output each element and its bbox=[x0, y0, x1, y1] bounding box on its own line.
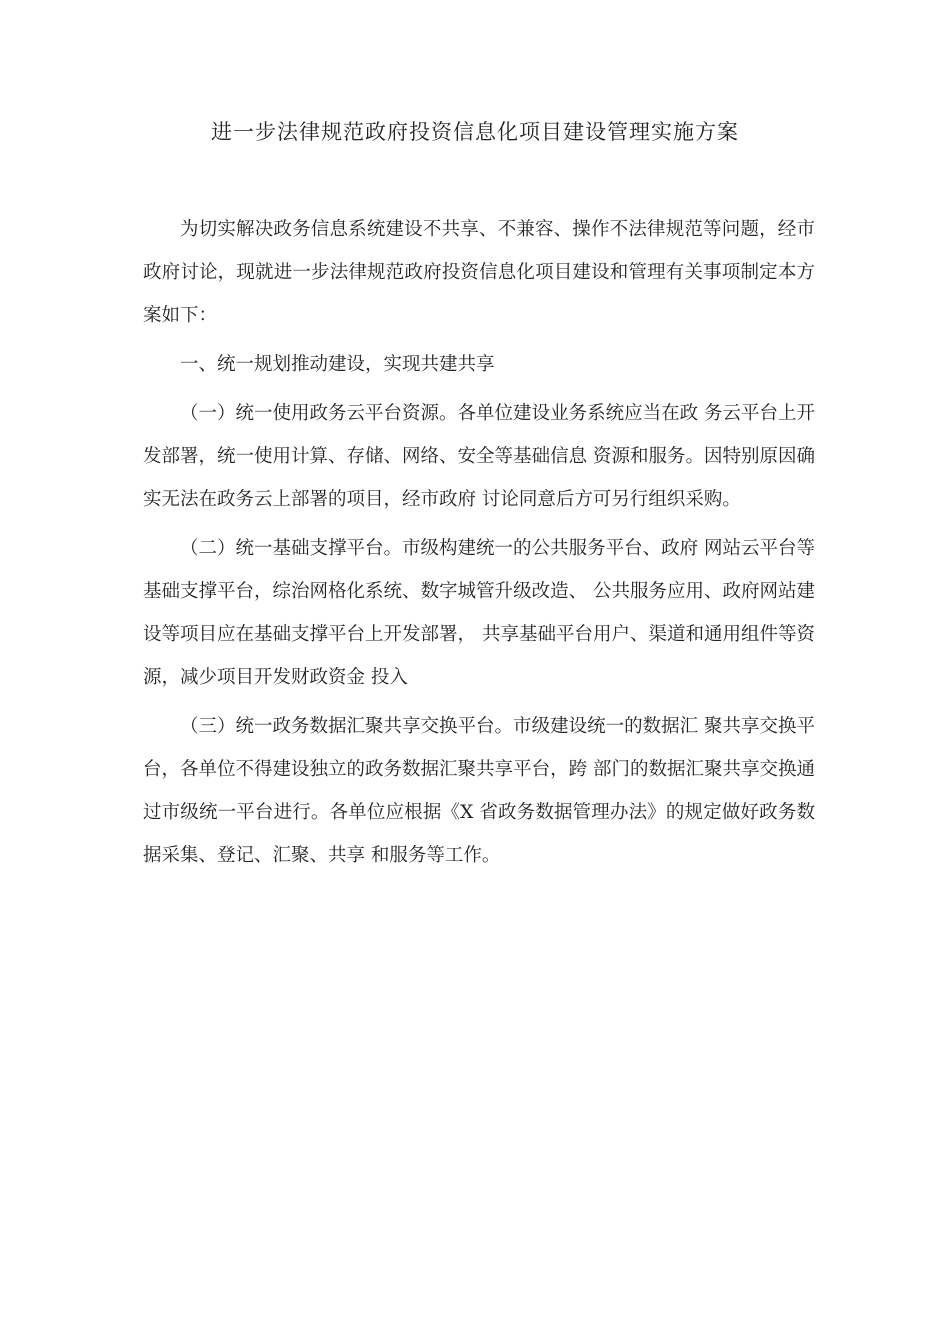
document-body bbox=[143, 208, 815, 877]
document-title: 进一步法律规范政府投资信息化项目建设管理实施方案 bbox=[211, 120, 739, 144]
section-heading-1: 一、统一规划推动建设，实现共建共享 bbox=[180, 354, 495, 375]
paragraph-intro: 为切实解决政务信息系统建设不共享、不兼容、操作不法律规范等问题，经市政府讨论，现就进一步法律规范政府投资信息化项目建设和管理有关事项制定本方案如下： bbox=[143, 219, 815, 326]
paragraph-item-2: （二）统一基础支撑平台。市级构建统一的公共服务平台、政府 网站云平台等基础支撑平台，综治网格化系统、数字城管升级改造、 公共服务应用、政府网站建设等项目应在基础支撑平台上开发部署， 共享基础平台用户、渠道和通用组件等资源，减少项目开发财政资金 投入 bbox=[143, 538, 815, 688]
paragraph-item-1: （一）统一使用政务云平台资源。各单位建设业务系统应当在政 务云平台上开发部署，统一使用计算、存储、网络、安全等基础信息 资源和服务。因特别原因确实无法在政务云上部署的项目，经市政府 讨论同意后方可另行组织采购。 bbox=[143, 403, 815, 510]
paragraph-item-3: （三）统一政务数据汇聚共享交换平台。市级建设统一的数据汇 聚共享交换平台，各单位不得建设独立的政务数据汇聚共享平台，跨 部门的数据汇聚共享交换通过市级统一平台进行。各单位应根据《X 省政务数据管理办法》的规定做好政务数据采集、登记、汇聚、共享 和服务等工作。 bbox=[143, 716, 815, 866]
